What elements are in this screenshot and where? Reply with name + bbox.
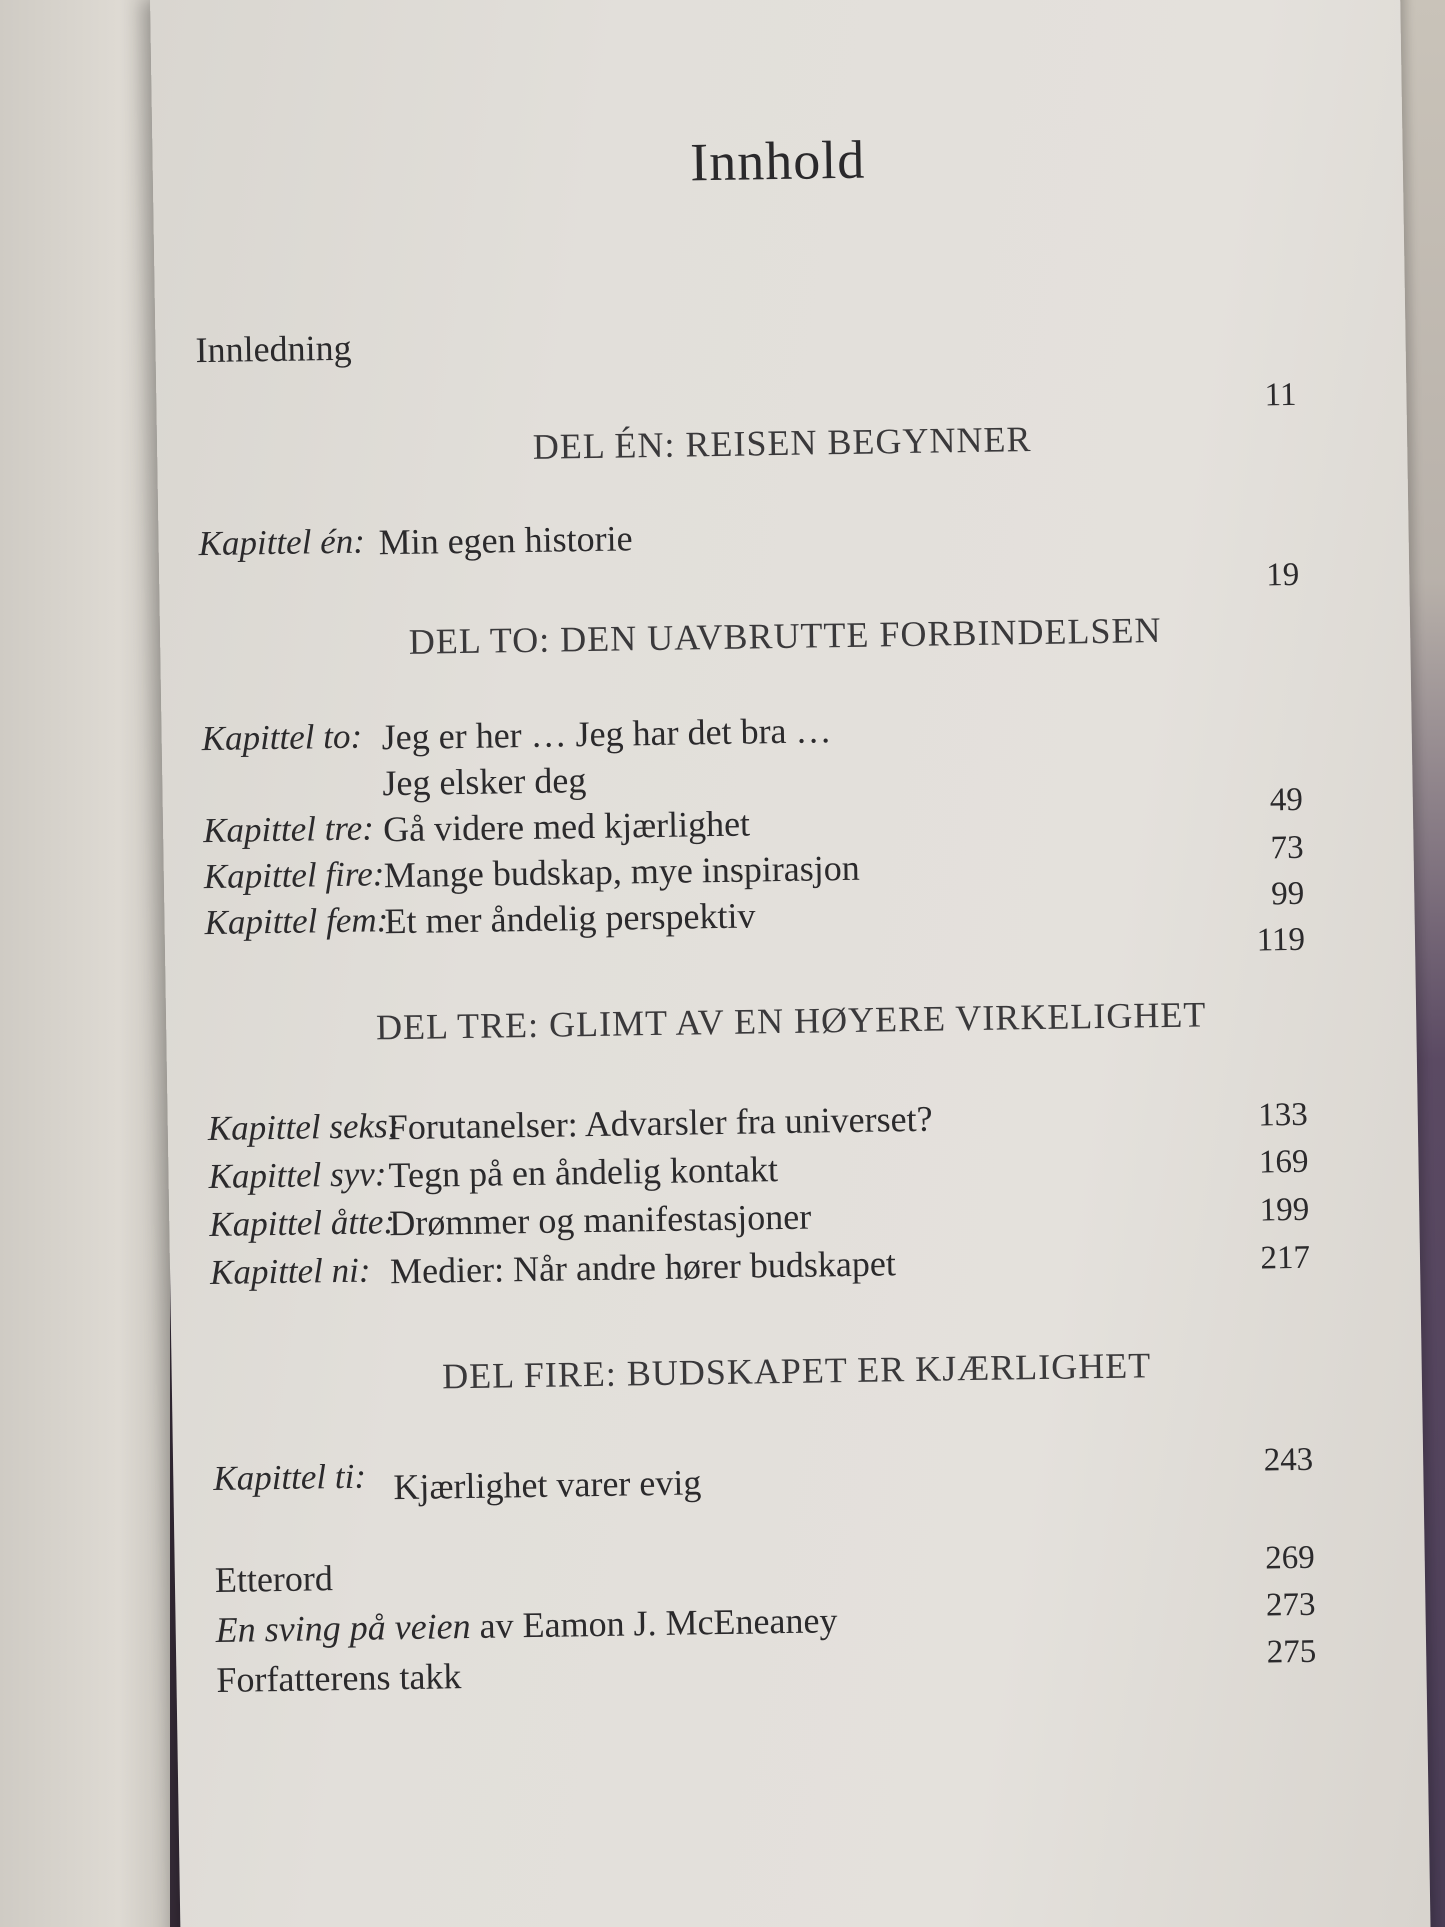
chapter-page: 133 bbox=[1257, 1096, 1309, 1134]
chapter-page: 99 bbox=[1270, 875, 1305, 913]
part-heading: DEL ÉN: REISEN BEGYNNER bbox=[532, 419, 1032, 467]
back-matter-title: Etterord bbox=[214, 1558, 334, 1600]
left-page-edge bbox=[0, 0, 170, 1927]
chapter-label: Kapittel tre: bbox=[202, 808, 375, 851]
chapter-page: 199 bbox=[1259, 1191, 1310, 1229]
chapter-label: Kapittel én: bbox=[198, 521, 366, 564]
chapter-label: Kapittel to: bbox=[201, 716, 363, 759]
back-matter-title bbox=[215, 1599, 837, 1651]
intro-label: Innledning bbox=[195, 327, 352, 371]
chapter-title: Gå videre med kjærlighet bbox=[382, 803, 751, 850]
intro-page: 11 bbox=[1264, 376, 1297, 414]
back-matter-title-italic: En sving på veien bbox=[215, 1605, 471, 1650]
chapter-label: Kapittel åtte: bbox=[209, 1202, 396, 1245]
part-heading: DEL TO: DEN UAVBRUTTE FORBINDELSEN bbox=[408, 610, 1162, 662]
chapter-page: 49 bbox=[1269, 781, 1304, 819]
back-matter-page: 273 bbox=[1265, 1586, 1316, 1624]
chapter-page: 73 bbox=[1270, 829, 1304, 867]
chapter-title: Kjærlighet varer evig bbox=[393, 1462, 702, 1508]
toc-content bbox=[150, 0, 1431, 1927]
part-heading: DEL FIRE: BUDSKAPET ER KJÆRLIGHET bbox=[441, 1345, 1152, 1397]
back-matter-title-rest: av Eamon J. McEneaney bbox=[479, 1600, 838, 1646]
book-page bbox=[150, 0, 1431, 1927]
chapter-label: Kapittel ni: bbox=[209, 1250, 371, 1293]
chapter-label: Kapittel fire: bbox=[203, 854, 385, 897]
chapter-page: 119 bbox=[1256, 921, 1306, 959]
chapter-title: Min egen historie bbox=[378, 518, 633, 563]
chapter-label: Kapittel syv: bbox=[208, 1154, 387, 1197]
chapter-label: Kapittel seks: bbox=[207, 1106, 400, 1149]
chapter-title: Et mer åndelig perspektiv bbox=[384, 895, 756, 942]
chapter-title: Medier: Når andre hører budskapet bbox=[389, 1243, 897, 1292]
chapter-page: 169 bbox=[1258, 1143, 1309, 1181]
chapter-title: Drømmer og manifestasjoner bbox=[389, 1196, 812, 1244]
chapter-title: Tegn på en åndelig kontakt bbox=[388, 1149, 779, 1196]
page-title: Innhold bbox=[689, 129, 866, 193]
chapter-label: Kapittel fem: bbox=[204, 900, 389, 943]
chapter-label: Kapittel ti: bbox=[213, 1456, 367, 1499]
chapter-page: 217 bbox=[1260, 1239, 1311, 1277]
chapter-page: 19 bbox=[1265, 556, 1300, 594]
back-matter-page: 275 bbox=[1266, 1633, 1317, 1671]
chapter-title: Forutanelser: Advarsler fra universet? bbox=[387, 1098, 933, 1148]
part-heading: DEL TRE: GLIMT AV EN HØYERE VIRKELIGHET bbox=[375, 994, 1207, 1048]
chapter-title-continued: Jeg elsker deg bbox=[382, 760, 587, 804]
back-matter-page: 269 bbox=[1264, 1539, 1315, 1577]
chapter-title: Jeg er her … Jeg har det bra … bbox=[381, 710, 832, 758]
back-matter-title: Forfatterens takk bbox=[216, 1656, 462, 1700]
chapter-title: Mange budskap, mye inspirasjon bbox=[383, 847, 861, 896]
chapter-page: 243 bbox=[1263, 1441, 1314, 1479]
